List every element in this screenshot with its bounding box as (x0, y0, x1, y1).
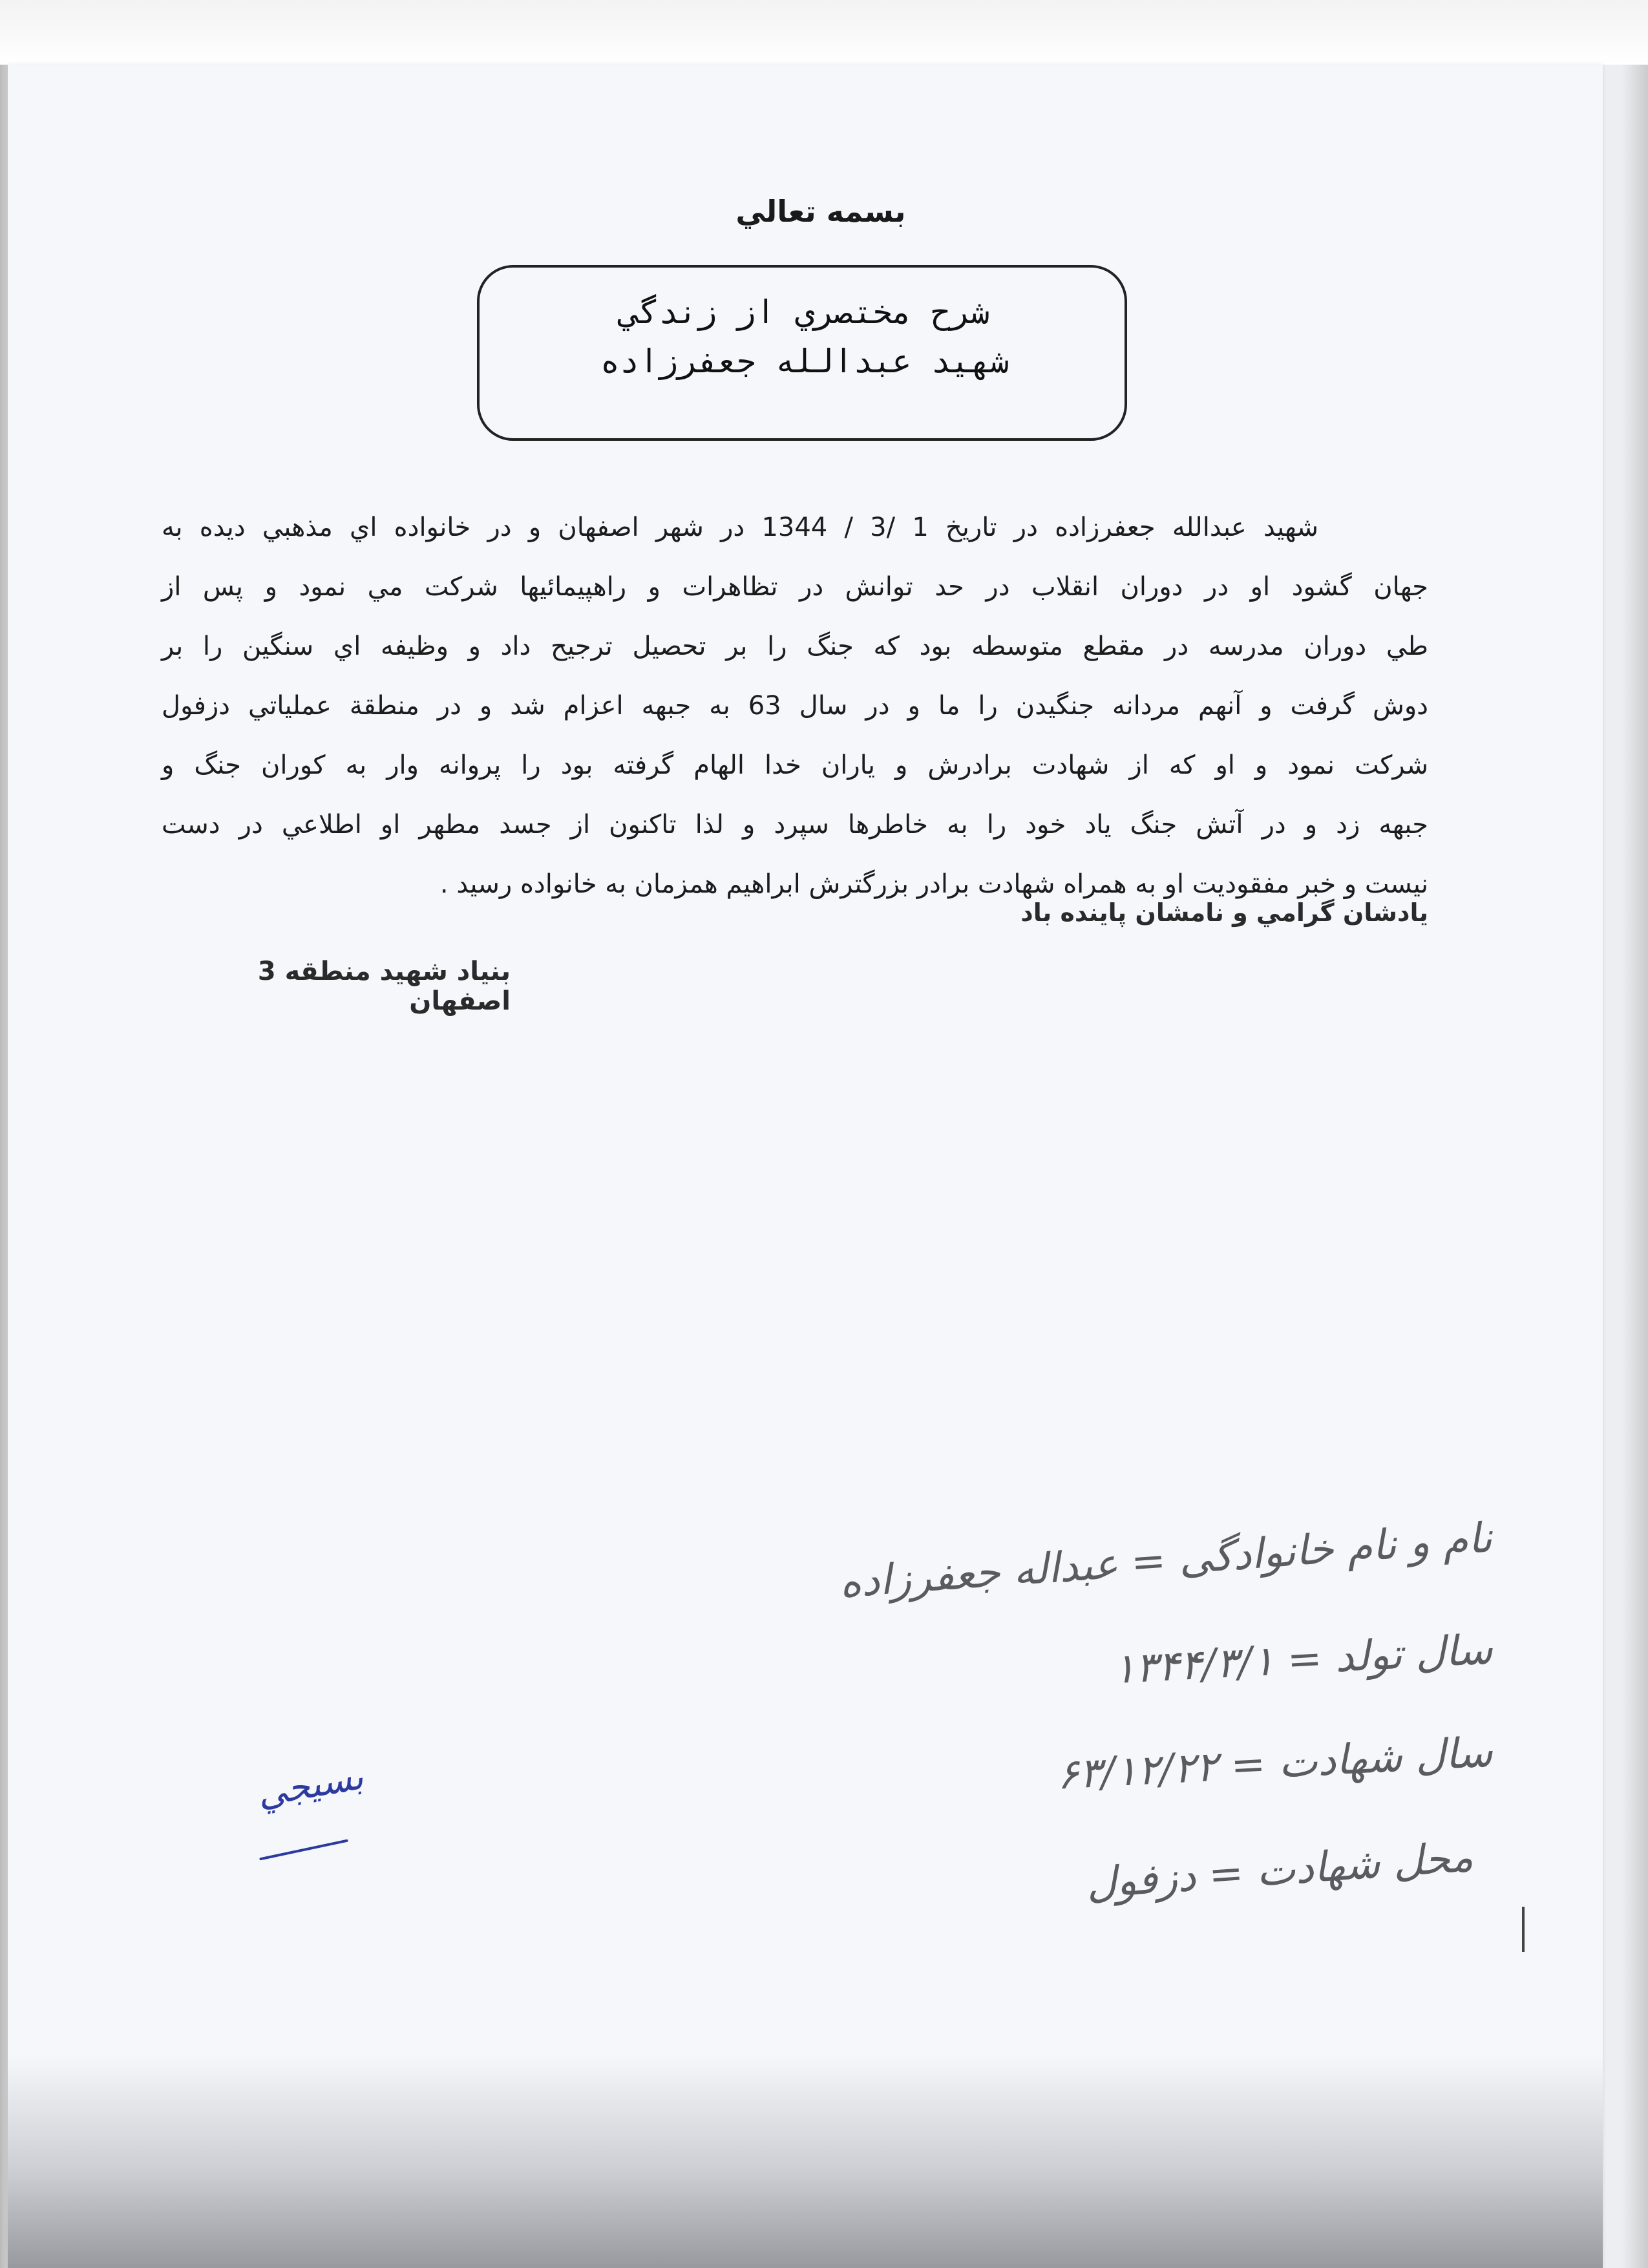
scan-bottom-shading (8, 2055, 1603, 2268)
signature-line: بنياد شهيد منطقه 3 اصفهان (257, 957, 511, 1016)
body-line: شركت نمود و او كه از شهادت برادرش و ياران خدا الهام گرفته بود را پروانه وار به كوران جنگ و (162, 750, 1428, 780)
margin-mark (1522, 1907, 1525, 1952)
handwritten-birth-year: سال تولد = ۱۳۴۴/۳/۱ (1112, 1626, 1494, 1694)
title-box (477, 265, 1127, 441)
scan-top-band (0, 0, 1648, 65)
body-line: نيست و خبر مفقوديت او به همراه شهادت برادر بزرگترش ابراهيم همزمان به خانواده رسيد . (439, 869, 1428, 899)
body-line: شهيد عبدالله جعفرزاده در تاريخ 1 /3 / 1344 در شهر اصفهان و در خانواده اي مذهبي ديده به (162, 513, 1319, 542)
scan-right-shadow (1622, 65, 1648, 2268)
body-line: جبهه زد و در آتش جنگ ياد خود را به خاطرها سپرد و لذا تاكنون از جسد مطهر او اطلاعي در دست (162, 810, 1428, 840)
blue-pen-note: بسيجي (253, 1755, 367, 1816)
body-line: دوش گرفت و آنهم مردانه جنگيدن را ما و در سال 63 به جبهه اعزام شد و در منطقة عملياتي دزفول (162, 691, 1428, 721)
handwritten-martyrdom-year: سال شهادت = ۶۳/۱۲/۲۲ (1055, 1728, 1494, 1799)
biography-paragraph (162, 498, 1428, 914)
handwritten-name: نام و نام خانوادگی = عبداله جعفرزاده (838, 1514, 1494, 1607)
body-line: جهان گشود او در دوران انقلاب در حد توانش در تظاهرات و راهپيمائيها شركت مي نمود و پس از (162, 572, 1428, 602)
title-line-2: شهيد عبدالله جعفرزاده (600, 343, 1009, 380)
title-line-1: شرح مختصري از زندگي (620, 293, 989, 331)
body-line: طي دوران مدرسه در مقطع متوسطه بود كه جنگ را بر تحصيل ترجيح داد و وظيفه اي سنگين را بر (162, 631, 1428, 661)
closing-line: يادشان گرامي و نامشان پاينده باد (1020, 898, 1428, 927)
header-bismillah: بسمه تعالي (735, 194, 906, 229)
handwritten-martyrdom-place: محل شهادت = دزفول (1084, 1833, 1475, 1909)
